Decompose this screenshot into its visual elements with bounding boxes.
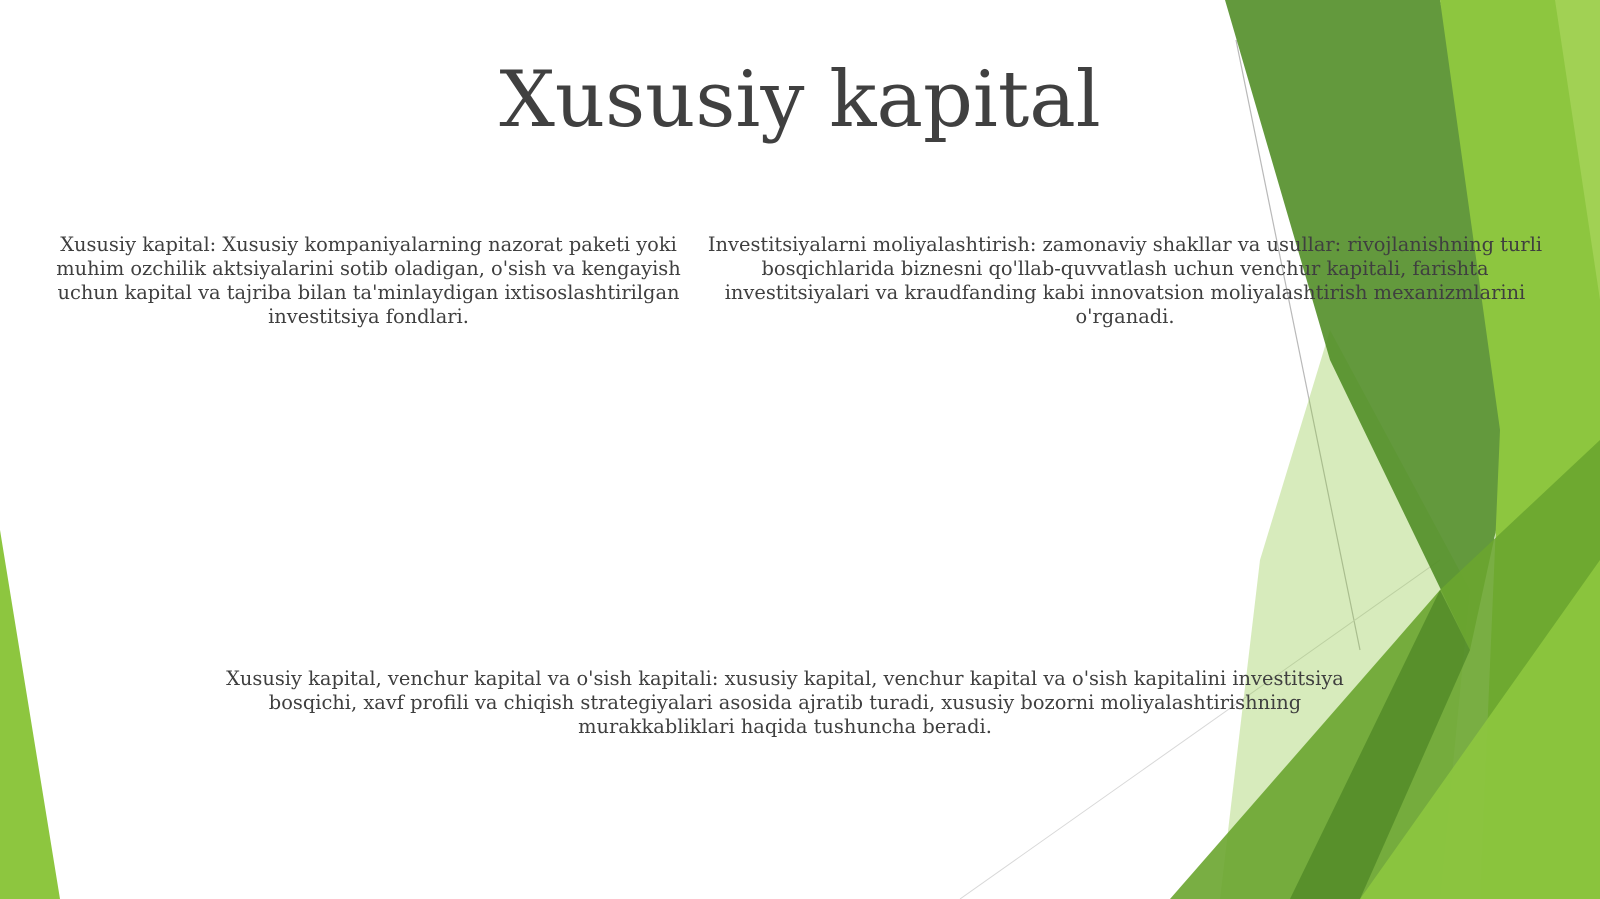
slide-title: Xususiy kapital xyxy=(499,55,1101,145)
text-block-capital-comparison: Xususiy kapital, venchur kapital va o'sish kapitali: xususiy kapital, venchur kapital va o'sish kapitalini investitsiya bosqichi, xavf profili va chiqish strategiyalari asosida ajratib turadi, xususiy bozorni moliyalashtirishning murakkabliklari haqida tushuncha beradi. xyxy=(226,667,1344,738)
left-green-shape xyxy=(0,530,60,899)
text-block-investment-financing: Investitsiyalarni moliyalashtirish: zamonaviy shakllar va usullar: rivojlanishning turli bosqichlarida biznesni qo'llab-quvvatlash uchun venchur kapitali, farishta investitsiyalari va kraudfanding kabi innovatsion moliyalashtirish mexanizmlarini o'rganadi. xyxy=(707,233,1543,328)
text-block-private-capital: Xususiy kapital: Xususiy kompaniyalarning nazorat paketi yoki muhim ozchilik aktsiyalarini sotib oladigan, o'sish va kengayish uchun kapital va tajriba bilan ta'minlaydigan ixtisoslashtirilgan investitsiya fondlari. xyxy=(56,233,681,328)
